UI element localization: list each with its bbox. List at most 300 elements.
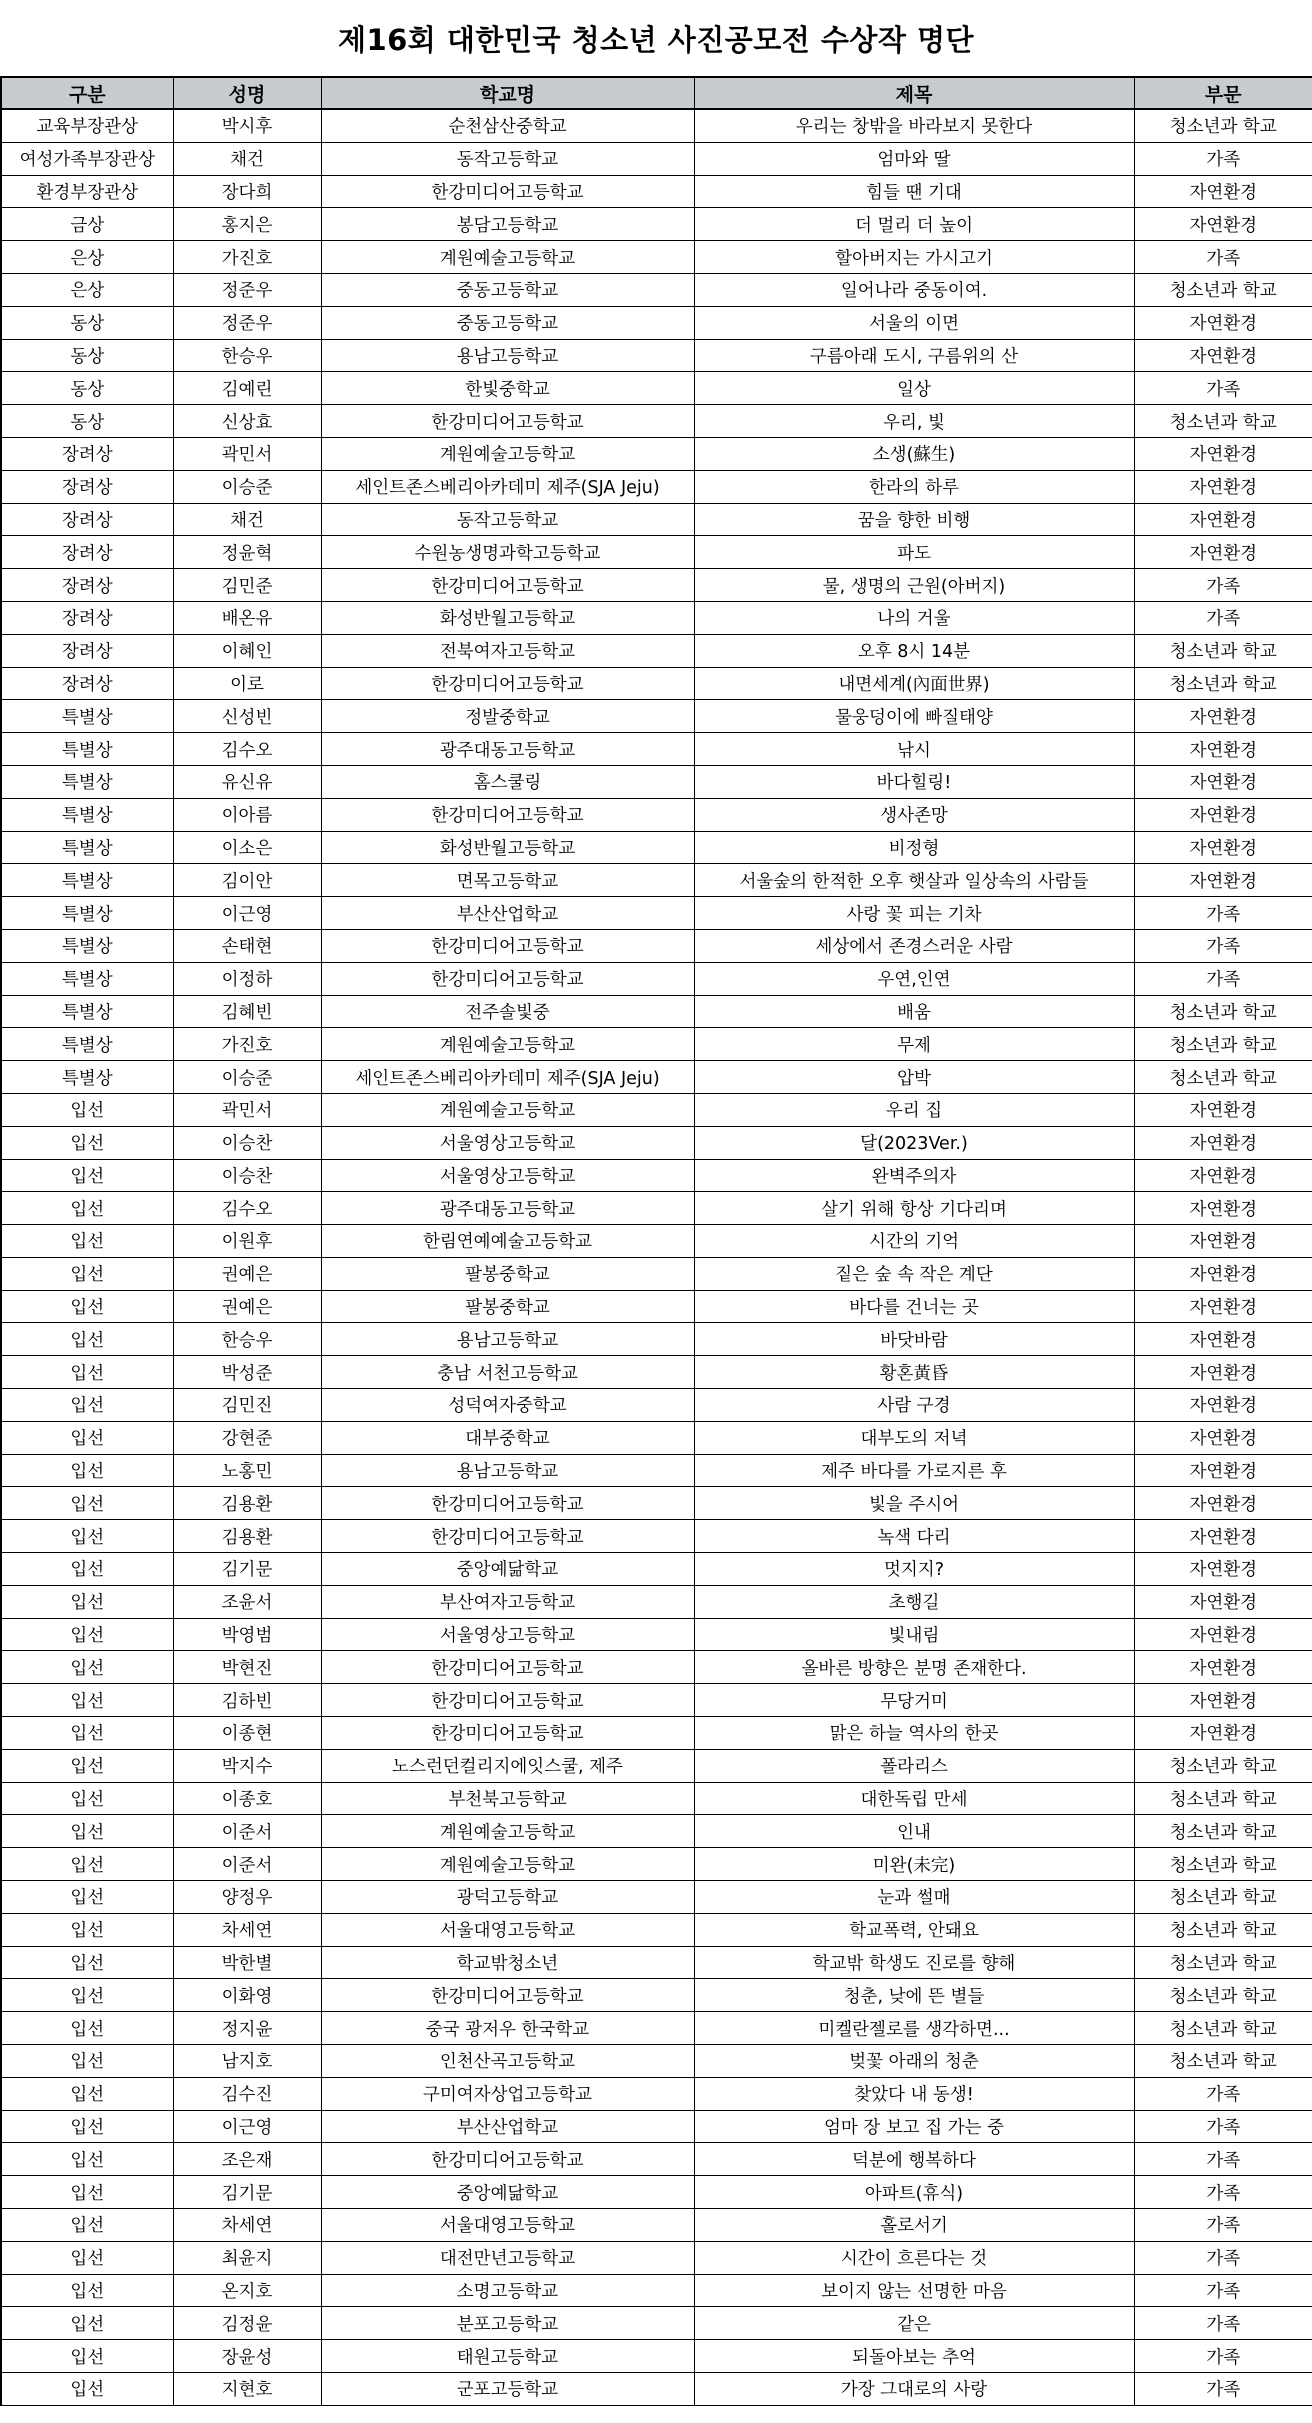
table-row — [1, 1881, 1312, 1914]
table-row — [1, 2274, 1312, 2307]
cell-name: 김하빈 — [173, 1684, 321, 1717]
cell-section: 자연환경 — [1134, 1684, 1312, 1717]
cell-school: 홈스쿨링 — [321, 765, 694, 798]
cell-category: 입선 — [1, 2045, 173, 2078]
cell-name: 김이안 — [173, 864, 321, 897]
table-row — [1, 306, 1312, 339]
cell-school: 한강미디어고등학교 — [321, 962, 694, 995]
cell-category: 장려상 — [1, 667, 173, 700]
cell-section: 청소년과 학교 — [1134, 667, 1312, 700]
cell-school: 부산산업학교 — [321, 897, 694, 930]
header-school: 학교명 — [321, 77, 694, 109]
cell-section: 청소년과 학교 — [1134, 109, 1312, 142]
cell-section: 가족 — [1134, 569, 1312, 602]
cell-work-title: 압박 — [694, 1061, 1134, 1094]
cell-work-title: 멋지지? — [694, 1553, 1134, 1586]
cell-work-title: 무제 — [694, 1028, 1134, 1061]
cell-work-title: 제주 바다를 가로지른 후 — [694, 1454, 1134, 1487]
cell-work-title: 오후 8시 14분 — [694, 634, 1134, 667]
table-row — [1, 208, 1312, 241]
cell-name: 남지호 — [173, 2045, 321, 2078]
cell-work-title: 학교밖 학생도 진로를 향해 — [694, 1946, 1134, 1979]
cell-category: 입선 — [1, 1290, 173, 1323]
cell-work-title: 한라의 하루 — [694, 470, 1134, 503]
cell-school: 수원농생명과학고등학교 — [321, 536, 694, 569]
cell-name: 배온유 — [173, 601, 321, 634]
cell-school: 한강미디어고등학교 — [321, 667, 694, 700]
cell-section: 청소년과 학교 — [1134, 995, 1312, 1028]
cell-name: 정준우 — [173, 273, 321, 306]
cell-name: 장윤성 — [173, 2340, 321, 2373]
table-row — [1, 1848, 1312, 1881]
cell-name: 유신유 — [173, 765, 321, 798]
cell-school: 한강미디어고등학교 — [321, 1717, 694, 1750]
cell-work-title: 생사존망 — [694, 798, 1134, 831]
cell-category: 은상 — [1, 273, 173, 306]
table-row — [1, 2241, 1312, 2274]
cell-name: 온지호 — [173, 2274, 321, 2307]
cell-work-title: 맑은 하늘 역사의 한곳 — [694, 1717, 1134, 1750]
cell-school: 화성반월고등학교 — [321, 831, 694, 864]
cell-work-title: 시간이 흐른다는 것 — [694, 2241, 1134, 2274]
cell-school: 한강미디어고등학교 — [321, 1979, 694, 2012]
table-row — [1, 1815, 1312, 1848]
cell-name: 김수오 — [173, 733, 321, 766]
cell-work-title: 엄마와 딸 — [694, 142, 1134, 175]
cell-name: 권예은 — [173, 1290, 321, 1323]
cell-category: 입선 — [1, 1749, 173, 1782]
cell-section: 자연환경 — [1134, 1093, 1312, 1126]
cell-work-title: 학교폭력, 안돼요 — [694, 1913, 1134, 1946]
cell-work-title: 인내 — [694, 1815, 1134, 1848]
cell-school: 광주대동고등학교 — [321, 1192, 694, 1225]
cell-category: 특별상 — [1, 1028, 173, 1061]
cell-work-title: 바닷바람 — [694, 1323, 1134, 1356]
cell-category: 특별상 — [1, 864, 173, 897]
table-row — [1, 1257, 1312, 1290]
cell-work-title: 아파트(휴식) — [694, 2176, 1134, 2209]
cell-category: 장려상 — [1, 569, 173, 602]
cell-section: 자연환경 — [1134, 1126, 1312, 1159]
table-row — [1, 1421, 1312, 1454]
cell-school: 한강미디어고등학교 — [321, 2143, 694, 2176]
cell-work-title: 황혼黃昏 — [694, 1356, 1134, 1389]
cell-section: 가족 — [1134, 2209, 1312, 2242]
cell-work-title: 폴라리스 — [694, 1749, 1134, 1782]
cell-name: 이화영 — [173, 1979, 321, 2012]
cell-category: 입선 — [1, 1225, 173, 1258]
cell-school: 정발중학교 — [321, 700, 694, 733]
table-row — [1, 667, 1312, 700]
cell-work-title: 올바른 방향은 분명 존재한다. — [694, 1651, 1134, 1684]
cell-school: 중동고등학교 — [321, 273, 694, 306]
cell-section: 가족 — [1134, 2110, 1312, 2143]
cell-category: 교육부장관상 — [1, 109, 173, 142]
cell-work-title: 완벽주의자 — [694, 1159, 1134, 1192]
cell-school: 구미여자상업고등학교 — [321, 2077, 694, 2110]
cell-name: 신상효 — [173, 405, 321, 438]
cell-category: 장려상 — [1, 437, 173, 470]
cell-section: 청소년과 학교 — [1134, 2045, 1312, 2078]
cell-category: 장려상 — [1, 470, 173, 503]
cell-name: 이종호 — [173, 1782, 321, 1815]
table-row — [1, 241, 1312, 274]
cell-category: 입선 — [1, 2372, 173, 2405]
cell-name: 박시후 — [173, 109, 321, 142]
table-row — [1, 765, 1312, 798]
cell-school: 전북여자고등학교 — [321, 634, 694, 667]
cell-section: 자연환경 — [1134, 1192, 1312, 1225]
cell-school: 분포고등학교 — [321, 2307, 694, 2340]
cell-section: 청소년과 학교 — [1134, 1782, 1312, 1815]
cell-school: 용남고등학교 — [321, 1323, 694, 1356]
cell-work-title: 같은 — [694, 2307, 1134, 2340]
table-row — [1, 339, 1312, 372]
cell-work-title: 구름아래 도시, 구름위의 산 — [694, 339, 1134, 372]
table-row — [1, 1126, 1312, 1159]
cell-category: 입선 — [1, 1126, 173, 1159]
cell-section: 자연환경 — [1134, 1225, 1312, 1258]
cell-work-title: 살기 위해 항상 기다리며 — [694, 1192, 1134, 1225]
cell-section: 자연환경 — [1134, 700, 1312, 733]
cell-work-title: 홀로서기 — [694, 2209, 1134, 2242]
cell-section: 자연환경 — [1134, 765, 1312, 798]
cell-section: 자연환경 — [1134, 1585, 1312, 1618]
award-table — [0, 76, 1312, 2406]
cell-section: 청소년과 학교 — [1134, 1946, 1312, 1979]
cell-work-title: 우리 집 — [694, 1093, 1134, 1126]
cell-category: 입선 — [1, 1257, 173, 1290]
cell-name: 양정우 — [173, 1881, 321, 1914]
cell-name: 박한별 — [173, 1946, 321, 1979]
cell-category: 입선 — [1, 1520, 173, 1553]
cell-name: 곽민서 — [173, 1093, 321, 1126]
cell-category: 입선 — [1, 1979, 173, 2012]
cell-name: 박지수 — [173, 1749, 321, 1782]
cell-name: 신성빈 — [173, 700, 321, 733]
cell-section: 가족 — [1134, 2340, 1312, 2373]
cell-school: 광주대동고등학교 — [321, 733, 694, 766]
table-row — [1, 1585, 1312, 1618]
table-row — [1, 2209, 1312, 2242]
cell-work-title: 낚시 — [694, 733, 1134, 766]
table-row — [1, 2045, 1312, 2078]
cell-name: 지현호 — [173, 2372, 321, 2405]
cell-work-title: 청춘, 낮에 뜬 별들 — [694, 1979, 1134, 2012]
cell-section: 자연환경 — [1134, 798, 1312, 831]
table-row — [1, 634, 1312, 667]
cell-school: 서울영상고등학교 — [321, 1159, 694, 1192]
cell-work-title: 달(2023Ver.) — [694, 1126, 1134, 1159]
cell-section: 자연환경 — [1134, 437, 1312, 470]
cell-section: 가족 — [1134, 929, 1312, 962]
cell-section: 청소년과 학교 — [1134, 1061, 1312, 1094]
cell-school: 계원예술고등학교 — [321, 1028, 694, 1061]
cell-work-title: 비정형 — [694, 831, 1134, 864]
table-row — [1, 831, 1312, 864]
cell-name: 조윤서 — [173, 1585, 321, 1618]
header-work-title: 제목 — [694, 77, 1134, 109]
cell-work-title: 우연,인연 — [694, 962, 1134, 995]
cell-category: 입선 — [1, 1553, 173, 1586]
table-row — [1, 1192, 1312, 1225]
table-row — [1, 1323, 1312, 1356]
cell-school: 한강미디어고등학교 — [321, 929, 694, 962]
cell-section: 자연환경 — [1134, 733, 1312, 766]
cell-name: 가진호 — [173, 241, 321, 274]
cell-work-title: 찾았다 내 동생! — [694, 2077, 1134, 2110]
cell-work-title: 보이지 않는 선명한 마음 — [694, 2274, 1134, 2307]
table-row — [1, 142, 1312, 175]
table-row — [1, 1717, 1312, 1750]
cell-work-title: 서울숲의 한적한 오후 햇살과 일상속의 사람들 — [694, 864, 1134, 897]
table-row — [1, 962, 1312, 995]
cell-work-title: 물, 생명의 근원(아버지) — [694, 569, 1134, 602]
table-row — [1, 1749, 1312, 1782]
cell-section: 가족 — [1134, 2241, 1312, 2274]
cell-work-title: 대한독립 만세 — [694, 1782, 1134, 1815]
table-row — [1, 1618, 1312, 1651]
cell-section: 가족 — [1134, 962, 1312, 995]
cell-category: 입선 — [1, 1684, 173, 1717]
cell-school: 계원예술고등학교 — [321, 1848, 694, 1881]
table-row — [1, 1553, 1312, 1586]
cell-section: 청소년과 학교 — [1134, 1848, 1312, 1881]
cell-section: 자연환경 — [1134, 1487, 1312, 1520]
cell-name: 가진호 — [173, 1028, 321, 1061]
table-row — [1, 2176, 1312, 2209]
cell-category: 입선 — [1, 1454, 173, 1487]
cell-work-title: 물웅덩이에 빠질태양 — [694, 700, 1134, 733]
cell-name: 이정하 — [173, 962, 321, 995]
table-row — [1, 1684, 1312, 1717]
table-row — [1, 2077, 1312, 2110]
table-row — [1, 1356, 1312, 1389]
table-row — [1, 470, 1312, 503]
cell-name: 김기문 — [173, 1553, 321, 1586]
cell-category: 입선 — [1, 1487, 173, 1520]
cell-category: 입선 — [1, 2143, 173, 2176]
cell-school: 노스런던컬리지에잇스쿨, 제주 — [321, 1749, 694, 1782]
cell-name: 박현진 — [173, 1651, 321, 1684]
cell-category: 입선 — [1, 2209, 173, 2242]
cell-school: 성덕여자중학교 — [321, 1389, 694, 1422]
table-row — [1, 1782, 1312, 1815]
table-row — [1, 995, 1312, 1028]
cell-name: 김민진 — [173, 1389, 321, 1422]
table-row — [1, 109, 1312, 142]
cell-work-title: 서울의 이면 — [694, 306, 1134, 339]
cell-school: 중국 광저우 한국학교 — [321, 2012, 694, 2045]
cell-school: 한강미디어고등학교 — [321, 175, 694, 208]
cell-category: 입선 — [1, 2241, 173, 2274]
cell-section: 자연환경 — [1134, 1651, 1312, 1684]
table-row — [1, 1159, 1312, 1192]
cell-category: 특별상 — [1, 798, 173, 831]
cell-section: 청소년과 학교 — [1134, 1815, 1312, 1848]
cell-school: 한강미디어고등학교 — [321, 569, 694, 602]
cell-work-title: 녹색 다리 — [694, 1520, 1134, 1553]
cell-section: 가족 — [1134, 372, 1312, 405]
cell-category: 입선 — [1, 2307, 173, 2340]
cell-name: 홍지은 — [173, 208, 321, 241]
cell-name: 김혜빈 — [173, 995, 321, 1028]
cell-category: 입선 — [1, 1323, 173, 1356]
table-row — [1, 1651, 1312, 1684]
table-row — [1, 536, 1312, 569]
cell-name: 이로 — [173, 667, 321, 700]
cell-work-title: 세상에서 존경스러운 사람 — [694, 929, 1134, 962]
cell-school: 세인트존스베리아카데미 제주(SJA Jeju) — [321, 1061, 694, 1094]
cell-school: 동작고등학교 — [321, 503, 694, 536]
cell-work-title: 대부도의 저녁 — [694, 1421, 1134, 1454]
cell-section: 자연환경 — [1134, 1356, 1312, 1389]
cell-category: 입선 — [1, 1782, 173, 1815]
cell-category: 동상 — [1, 339, 173, 372]
header-category: 구분 — [1, 77, 173, 109]
cell-section: 자연환경 — [1134, 1257, 1312, 1290]
cell-section: 자연환경 — [1134, 864, 1312, 897]
table-row — [1, 1454, 1312, 1487]
cell-section: 청소년과 학교 — [1134, 273, 1312, 306]
page-title: 제16회 대한민국 청소년 사진공모전 수상작 명단 — [337, 22, 975, 57]
cell-category: 특별상 — [1, 733, 173, 766]
cell-section: 청소년과 학교 — [1134, 1913, 1312, 1946]
cell-school: 중동고등학교 — [321, 306, 694, 339]
cell-category: 입선 — [1, 1585, 173, 1618]
cell-category: 입선 — [1, 1881, 173, 1914]
cell-name: 이승찬 — [173, 1159, 321, 1192]
cell-name: 이승찬 — [173, 1126, 321, 1159]
table-row — [1, 1225, 1312, 1258]
cell-category: 환경부장관상 — [1, 175, 173, 208]
cell-category: 동상 — [1, 405, 173, 438]
cell-work-title: 초행길 — [694, 1585, 1134, 1618]
cell-name: 이승준 — [173, 470, 321, 503]
cell-name: 한승우 — [173, 1323, 321, 1356]
cell-category: 은상 — [1, 241, 173, 274]
cell-work-title: 짙은 숲 속 작은 계단 — [694, 1257, 1134, 1290]
cell-school: 계원예술고등학교 — [321, 437, 694, 470]
cell-work-title: 우리, 빛 — [694, 405, 1134, 438]
cell-section: 자연환경 — [1134, 175, 1312, 208]
cell-category: 입선 — [1, 1093, 173, 1126]
cell-section: 청소년과 학교 — [1134, 405, 1312, 438]
cell-work-title: 덕분에 행복하다 — [694, 2143, 1134, 2176]
cell-school: 한빛중학교 — [321, 372, 694, 405]
cell-name: 이종현 — [173, 1717, 321, 1750]
cell-work-title: 빛을 주시어 — [694, 1487, 1134, 1520]
cell-category: 입선 — [1, 1421, 173, 1454]
cell-school: 봉담고등학교 — [321, 208, 694, 241]
cell-name: 정윤혁 — [173, 536, 321, 569]
cell-section: 가족 — [1134, 241, 1312, 274]
cell-section: 청소년과 학교 — [1134, 1028, 1312, 1061]
cell-work-title: 미켈란젤로를 생각하면... — [694, 2012, 1134, 2045]
table-row — [1, 1487, 1312, 1520]
cell-work-title: 할아버지는 가시고기 — [694, 241, 1134, 274]
table-row — [1, 569, 1312, 602]
cell-section: 자연환경 — [1134, 1454, 1312, 1487]
cell-school: 한강미디어고등학교 — [321, 1684, 694, 1717]
cell-category: 입선 — [1, 2077, 173, 2110]
cell-work-title: 꿈을 향한 비행 — [694, 503, 1134, 536]
cell-category: 입선 — [1, 1815, 173, 1848]
cell-section: 자연환경 — [1134, 306, 1312, 339]
cell-section: 자연환경 — [1134, 1290, 1312, 1323]
cell-name: 곽민서 — [173, 437, 321, 470]
cell-category: 입선 — [1, 1389, 173, 1422]
table-row — [1, 1389, 1312, 1422]
cell-work-title: 벚꽃 아래의 청춘 — [694, 2045, 1134, 2078]
cell-name: 이혜인 — [173, 634, 321, 667]
cell-work-title: 나의 거울 — [694, 601, 1134, 634]
cell-work-title: 배움 — [694, 995, 1134, 1028]
cell-section: 가족 — [1134, 2274, 1312, 2307]
cell-category: 입선 — [1, 2110, 173, 2143]
cell-category: 특별상 — [1, 995, 173, 1028]
table-row — [1, 2012, 1312, 2045]
cell-category: 동상 — [1, 306, 173, 339]
cell-school: 중앙예닮학교 — [321, 1553, 694, 1586]
cell-work-title: 일어나라 중동이여. — [694, 273, 1134, 306]
cell-school: 부산산업학교 — [321, 2110, 694, 2143]
cell-name: 차세연 — [173, 2209, 321, 2242]
cell-school: 태원고등학교 — [321, 2340, 694, 2373]
cell-section: 자연환경 — [1134, 339, 1312, 372]
cell-school: 용남고등학교 — [321, 1454, 694, 1487]
cell-work-title: 시간의 기억 — [694, 1225, 1134, 1258]
cell-work-title: 힘들 땐 기대 — [694, 175, 1134, 208]
cell-section: 청소년과 학교 — [1134, 1979, 1312, 2012]
cell-name: 조은재 — [173, 2143, 321, 2176]
table-row — [1, 897, 1312, 930]
table-row — [1, 929, 1312, 962]
cell-name: 정준우 — [173, 306, 321, 339]
cell-name: 손태현 — [173, 929, 321, 962]
cell-category: 입선 — [1, 1651, 173, 1684]
table-row — [1, 175, 1312, 208]
table-row — [1, 798, 1312, 831]
cell-section: 자연환경 — [1134, 503, 1312, 536]
cell-name: 이근영 — [173, 897, 321, 930]
cell-section: 자연환경 — [1134, 831, 1312, 864]
cell-category: 특별상 — [1, 765, 173, 798]
cell-section: 자연환경 — [1134, 536, 1312, 569]
cell-name: 김수진 — [173, 2077, 321, 2110]
cell-school: 한강미디어고등학교 — [321, 1487, 694, 1520]
cell-name: 김수오 — [173, 1192, 321, 1225]
cell-name: 김정윤 — [173, 2307, 321, 2340]
table-body — [1, 109, 1312, 2405]
table-row — [1, 733, 1312, 766]
cell-name: 김예린 — [173, 372, 321, 405]
table-row — [1, 2340, 1312, 2373]
cell-work-title: 우리는 창밖을 바라보지 못한다 — [694, 109, 1134, 142]
cell-section: 자연환경 — [1134, 1553, 1312, 1586]
cell-category: 입선 — [1, 1356, 173, 1389]
cell-category: 입선 — [1, 2340, 173, 2373]
table-row — [1, 437, 1312, 470]
table-row — [1, 864, 1312, 897]
cell-school: 팔봉중학교 — [321, 1257, 694, 1290]
cell-work-title: 무당거미 — [694, 1684, 1134, 1717]
cell-school: 인천산곡고등학교 — [321, 2045, 694, 2078]
cell-work-title: 일상 — [694, 372, 1134, 405]
cell-section: 가족 — [1134, 2077, 1312, 2110]
cell-school: 계원예술고등학교 — [321, 1093, 694, 1126]
cell-name: 이소은 — [173, 831, 321, 864]
